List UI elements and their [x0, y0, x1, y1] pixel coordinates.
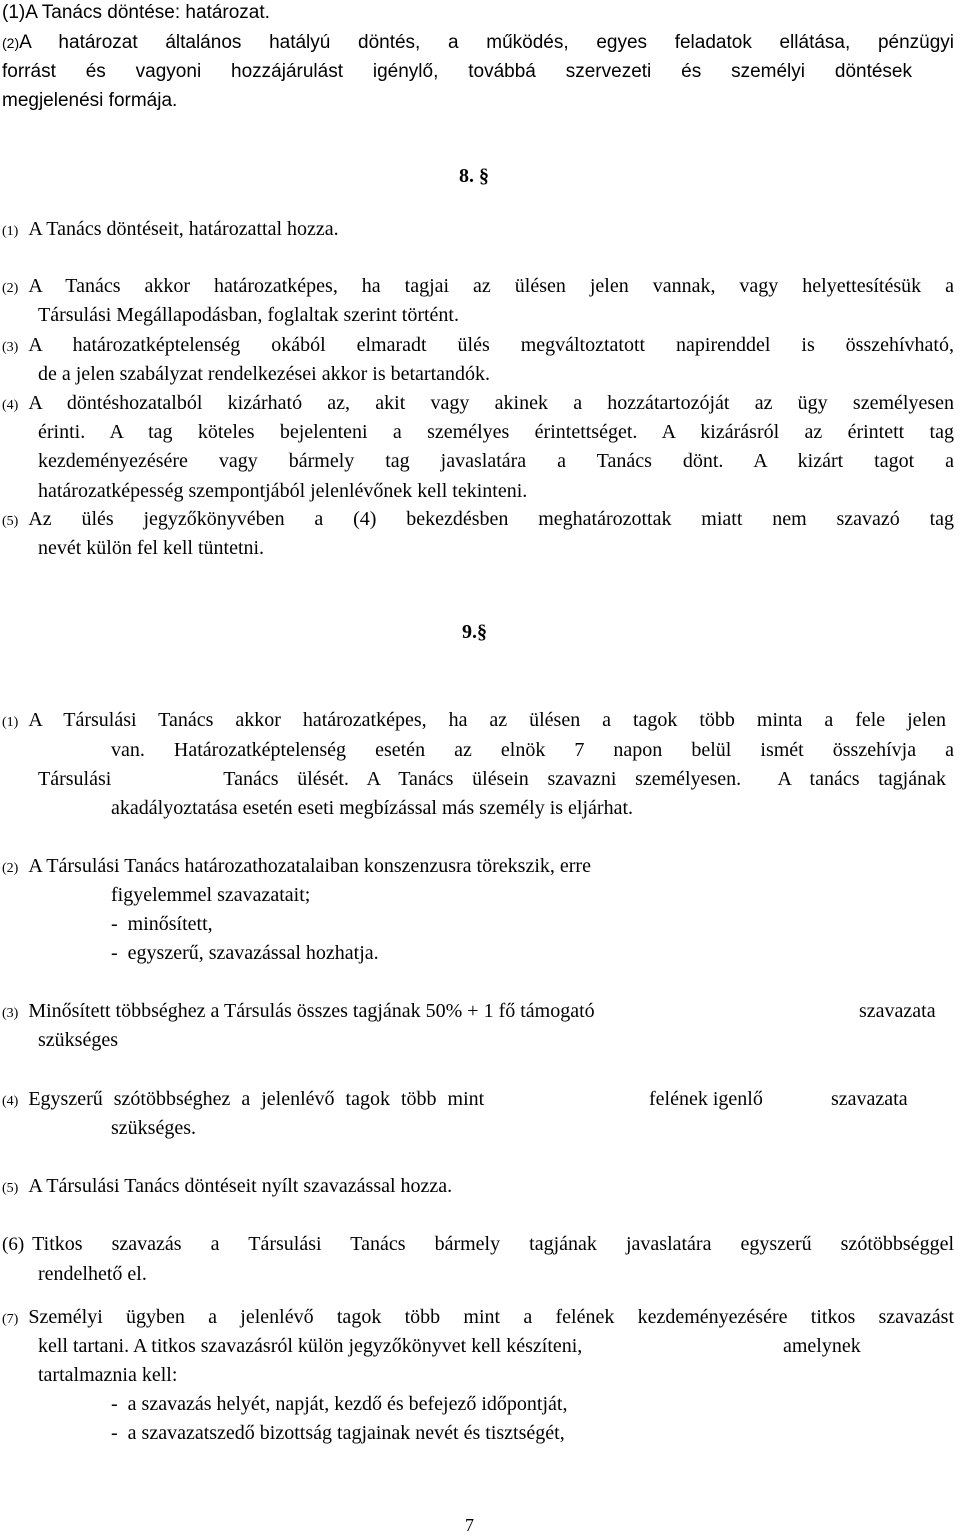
paragraph-8-5-line-2: nevét külön fel kell tüntetni. [38, 537, 265, 559]
list-item: - a szavazás helyét, napját, kezdő és befejező időpontját, [111, 1393, 568, 1415]
paragraph-9-1-line-2: van. Határozatképtelenség esetén az elnök 7 napon belül ismét összehívja a [111, 739, 954, 761]
paragraph-9-3-line-1: (3) Minősített többséghez a Társulás összes tagjának 50% + 1 fő támogató [2, 1000, 595, 1022]
paragraph-9-4-line-1: (4) Egyszerű szótöbbséghez a jelenlévő tagok több mint [2, 1088, 485, 1110]
paragraph-9-2-line-2: figyelemmel szavazatait; [111, 884, 311, 906]
paragraph-9-3-line-2: szükséges [38, 1029, 118, 1051]
paragraph-8-4-line-4: határozatképesség szempontjából jelenlévőnek kell tekinteni. [38, 480, 528, 502]
paragraph-9-3-word: szavazata [859, 1000, 936, 1022]
paragraph-9-2-line-1: (2) A Társulási Tanács határozathozatalaiban konszenzusra törekszik, erre [2, 855, 591, 877]
paragraph-9-1-line-4: akadályoztatása esetén eseti megbízással más személy is eljárhat. [111, 797, 634, 819]
paragraph-9-4-word: felének igenlő [649, 1088, 763, 1110]
paragraph-9-1-line-1: (1) A Társulási Tanács akkor határozatképes, ha az ülésen a tagok több minta a fele jelen [2, 709, 946, 731]
paragraph-9-7-line-3: tartalmaznia kell: [38, 1364, 178, 1386]
paragraph-7-1: (1)A Tanács döntése: határozat. [2, 2, 270, 23]
page-number: 7 [465, 1515, 474, 1535]
paragraph-9-6-line-1: (6) Titkos szavazás a Társulási Tanács bármely tagjának javaslatára egyszerű szótöbbséggel [2, 1233, 954, 1255]
paragraph-8-1: (1) A Tanács döntéseit, határozattal hozza. [2, 218, 339, 240]
paragraph-7-2-line-2: forrást és vagyoni hozzájárulást igénylő, továbbá szervezeti és személyi döntések [2, 61, 912, 82]
paragraph-9-7-line-1: (7) Személyi ügyben a jelenlévő tagok több mint a felének kezdeményezésére titkos szavazást [2, 1306, 954, 1328]
paragraph-8-4-line-1: (4) A döntéshozatalból kizárható az, akit vagy akinek a hozzátartozóját az ügy személyesen [2, 392, 954, 414]
paragraph-text: A határozat általános hatályú döntés, a működés, egyes feladatok ellátása, pénzügyi [19, 32, 954, 53]
paragraph-9-4-word: szavazata [831, 1088, 908, 1110]
section-heading-8: 8. § [459, 165, 489, 187]
paragraph-8-3-line-2: de a jelen szabályzat rendelkezései akkor is betartandók. [38, 363, 491, 385]
paragraph-9-7-line-2: kell tartani. A titkos szavazásról külön jegyzőkönyvet kell készíteni, [38, 1335, 583, 1357]
section-heading-9: 9.§ [462, 621, 487, 643]
paragraph-7-2-line-3: megjelenési formája. [2, 90, 178, 111]
paragraph-9-6-line-2: rendelhető el. [38, 1263, 147, 1285]
list-item: - a szavazatszedő bizottság tagjainak nevét és tisztségét, [111, 1422, 565, 1444]
paragraph-8-5-line-1: (5) Az ülés jegyzőkönyvében a (4) bekezdésben meghatározottak miatt nem szavazó tag [2, 508, 954, 530]
list-item: - minősített, [111, 913, 213, 935]
paragraph-8-4-line-3: kezdeményezésére vagy bármely tag javaslatára a Tanács dönt. A kizárt tagot a [38, 450, 954, 472]
paragraph-8-4-line-2: érinti. A tag köteles bejelenteni a személyes érintettséget. A kizárásról az érintett tag [38, 421, 954, 443]
paragraph-number: (2) [2, 35, 20, 51]
paragraph-9-5: (5) A Társulási Tanács döntéseit nyílt szavazással hozza. [2, 1175, 453, 1197]
paragraph-9-4-line-2: szükséges. [111, 1117, 196, 1139]
paragraph-7-2-line-1 [2, 30, 954, 56]
paragraph-9-7-word: amelynek [783, 1335, 861, 1357]
paragraph-8-2-line-2: Társulási Megállapodásban, foglaltak szerint történt. [38, 304, 459, 326]
paragraph-9-1-line-3: Társulási Tanács ülését. A Tanács ülésein szavazni személyesen. A tanács tagjának [38, 768, 946, 790]
paragraph-8-3-line-1: (3) A határozatképtelenség okából elmaradt ülés megváltoztatott napirenddel is összehívható, [2, 334, 954, 356]
paragraph-8-2-line-1: (2) A Tanács akkor határozatképes, ha tagjai az ülésen jelen vannak, vagy helyettesítésük a [2, 275, 954, 297]
list-item: - egyszerű, szavazással hozhatja. [111, 942, 379, 964]
